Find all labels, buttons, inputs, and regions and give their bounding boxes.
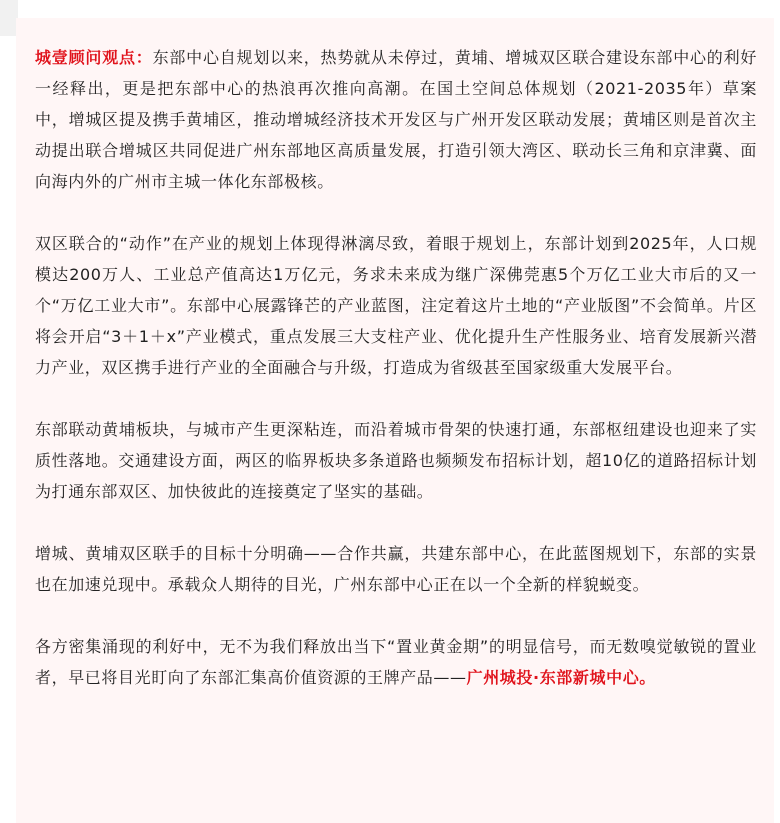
paragraph-conclusion: [35, 631, 757, 693]
project-name-highlight: 广州城投·东部新城中心。: [466, 668, 656, 687]
paragraph-viewpoint: [35, 42, 757, 197]
paragraph-industry: 双区联合的“动作”在产业的规划上体现得淋漓尽致，着眼于规划上，东部计划到2025年，人口规模达200万人、工业总产值高达1万亿元，务求未来成为继广深佛莞惠5个万亿工业大市后的又一个“万亿工业大市”。东部中心展露锋芒的产业蓝图，注定着这片土地的“产业版图”不会简单。片区将会开启“3＋1＋x”产业模式，重点发展三大支柱产业、优化提升生产性服务业、培育发展新兴潜力产业，双区携手进行产业的全面融合与升级，打造成为省级甚至国家级重大发展平台。: [35, 234, 757, 377]
viewpoint-text: 东部中心自规划以来，热势就从未停过，黄埔、增城双区联合建设东部中心的利好一经释出，更是把东部中心的热浪再次推向高潮。在国土空间总体规划（2021-2035年）草案中，增城区提及携手黄埔区，推动增城经济技术开发区与广州开发区联动发展；黄埔区则是首次主动提出联合增城区共同促进广州东部地区高质量发展，打造引领大湾区、联动长三角和京津冀、面向海内外的广州市主城一体化东部极核。: [35, 48, 758, 191]
paragraph-cooperation: 增城、黄埔双区联手的目标十分明确——合作共赢，共建东部中心，在此蓝图规划下，东部的实景也在加速兑现中。承载众人期待的目光，广州东部中心正在以一个全新的样貌蜕变。: [35, 544, 757, 594]
article-body: [35, 42, 757, 724]
conclusion-text: 各方密集涌现的利好中，无不为我们释放出当下“置业黄金期”的明显信号，而无数嗅觉敏锐的置业者，早已将目光盯向了东部汇集高价值资源的王牌产品——: [35, 637, 757, 687]
paragraph-transport: 东部联动黄埔板块，与城市产生更深粘连，而沿着城市骨架的快速打通，东部枢纽建设也迎来了实质性落地。交通建设方面，两区的临界板块多条道路也频频发布招标计划，超10亿的道路招标计划为打通东部双区、加快彼此的连接奠定了坚实的基础。: [35, 420, 757, 501]
viewpoint-label: 城壹顾问观点：: [35, 48, 153, 67]
